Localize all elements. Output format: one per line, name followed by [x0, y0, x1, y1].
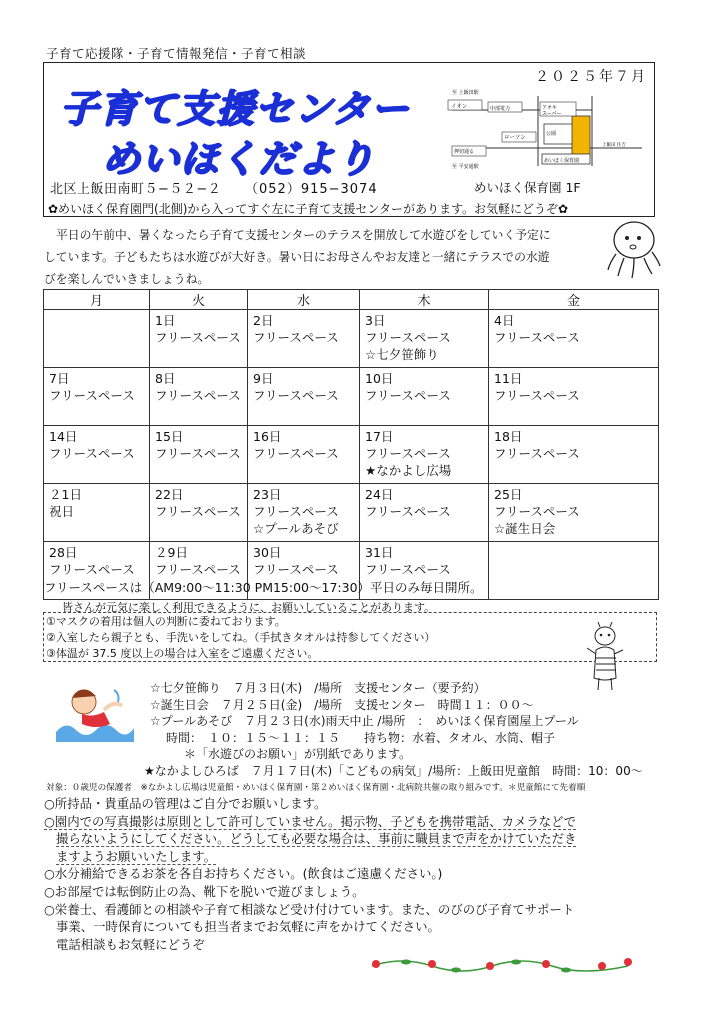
- calendar-cell: 1日 フリースペース: [150, 310, 248, 368]
- intro-line: 平日の午前中、暑くなったら子育て支援センターのテラスを開放して水遊びをしていく予定に: [56, 228, 551, 242]
- calendar-cell: 11日 フリースペース: [489, 368, 659, 426]
- location-notice: ✿めいほく保育園門(北側)から入ってすぐ左に子育て支援センターがあります。お気軽にどうぞ✿: [48, 202, 569, 216]
- calendar-week: [44, 310, 659, 368]
- header-thu: 木: [360, 290, 489, 310]
- calendar-cell: ２9日 フリースペース: [150, 542, 248, 600]
- calendar-cell: 3日 フリースペース ☆七夕笹飾り: [360, 310, 489, 368]
- calendar-cell: 14日 フリースペース: [44, 426, 150, 484]
- calendar-cell: 7日 フリースペース: [44, 368, 150, 426]
- map-label-heian: 至 平安通駅: [452, 164, 479, 170]
- calendar-cell: 22日 フリースペース: [150, 484, 248, 542]
- events-list: [144, 680, 643, 779]
- address: 北区上飯田南町５−５２−２: [50, 182, 222, 197]
- event-pool-time: 時間： １０：１５〜１１：１５ 持ち物：水着、タオル、水筒、帽子: [166, 730, 556, 745]
- calendar-cell: 15日 フリースペース: [150, 426, 248, 484]
- rules-box: [43, 612, 657, 662]
- svg-text:スーパー: スーパー: [542, 111, 562, 117]
- calendar-cell: 25日 フリースペース ☆誕生日会: [489, 484, 659, 542]
- calendar-cell: 9日 フリースペース: [248, 368, 360, 426]
- note-item: ○水分補給できるお茶を各自お持ちください。(飲食はご遠慮ください。): [44, 866, 443, 882]
- flower-vine-decoration: [366, 950, 636, 980]
- note-item: 電話相談もお気軽にどうぞ: [56, 936, 205, 952]
- calendar-table: [43, 289, 659, 600]
- calendar-cell: 23日 フリースペース ☆プールあそび: [248, 484, 360, 542]
- calendar-cell: [44, 310, 150, 368]
- map-label-park: 公園: [546, 131, 557, 137]
- calendar-cell: 18日 フリースペース: [489, 426, 659, 484]
- request-intro: 皆さんが元気に楽しく利用できるように、お願いしていることがあります。: [62, 601, 436, 614]
- octopus-illustration: [604, 218, 662, 282]
- note-item: ○所持品・貴重品の管理はご自分でお願いします。: [44, 796, 327, 811]
- phone-number: （052）915−3074: [245, 182, 378, 197]
- event-birthday: ☆誕生日会 ７月２５日(金) /場所 支援センター 時間１１：００〜: [150, 697, 534, 712]
- header-fri: 金: [489, 290, 659, 310]
- page-title: 子育て支援センター: [60, 87, 410, 131]
- note-item: ○栄養士、看護師との相談や子育て相談など受け付けています。また、のびのび子育てサポート: [44, 901, 575, 917]
- rule-item: ③体温が 37.5 度以上の場合は入室をご遠慮ください。: [46, 647, 319, 660]
- event-pool: ☆プールあそび ７月２３日(水)雨天中止 /場所 ： めいほく保育園屋上プール: [150, 714, 579, 728]
- notes-list: [44, 795, 694, 953]
- rule-item: ②入室したら親子とも、手洗いをしてね。（手拭きタオルは持参してください）: [46, 631, 436, 644]
- map-label-aoki: アオキ: [542, 105, 557, 111]
- note-item: ますようお願いいたします。: [56, 848, 217, 864]
- calendar-week: [44, 368, 659, 426]
- calendar-cell: [489, 542, 659, 600]
- map-label-lawson: ローソン: [504, 135, 526, 141]
- calendar-cell: 2日 フリースペース: [248, 310, 360, 368]
- map-label-sumiyoshi: 上飯田 住吉: [602, 143, 626, 148]
- note-item: 事業、一時保育についても担当者までお気軽に声をかけてください。: [56, 919, 440, 935]
- calendar-cell: ２1日 祝日: [44, 484, 150, 542]
- note-item: 撮らないようにしてください。どうしても必要な場合は、事前に職員まで声をかけていただき: [56, 831, 577, 847]
- header-mon: 月: [44, 290, 150, 310]
- nursery-name: めいほく保育園 1F: [474, 180, 581, 195]
- calendar-cell: 17日 フリースペース ★なかよし広場: [360, 426, 489, 484]
- calendar-header-row: [44, 290, 659, 310]
- calendar-cell: 24日 フリースペース: [360, 484, 489, 542]
- intro-line: びを楽しんでいきましょうね。: [44, 272, 210, 286]
- nursery-building: [572, 116, 590, 158]
- event-pool-note: ＊「水遊びのお願い」が別紙であります。: [184, 747, 412, 761]
- map-label-kamiiida: 至 上飯田駅: [452, 90, 479, 96]
- header-tue: 火: [150, 290, 248, 310]
- map-label-street: 押切通る: [454, 149, 475, 155]
- calendar-cell: 30日 フリースペース: [248, 542, 360, 600]
- header-wed: 水: [248, 290, 360, 310]
- rule-item: ①マスクの着用は個人の判断に委ねております。: [46, 615, 286, 628]
- free-space-hours: フリースペースは（AM9:00〜11:30 PM15:00〜17:30）平日のみ毎日開所。: [44, 580, 483, 595]
- calendar-cell: 28日 フリースペース: [44, 542, 150, 600]
- intro-paragraph: [44, 224, 600, 290]
- event-tanabata: ☆七夕笹飾り ７月３日(木) /場所 支援センター（要予約）: [150, 681, 486, 695]
- tagline: 子育て応援隊・子育て情報発信・子育て相談: [46, 46, 307, 61]
- note-item: ○園内での写真撮影は原則として許可していません。掲示物、子どもを携帯電話、カメラなどで: [44, 813, 576, 829]
- location-map: [442, 88, 652, 170]
- note-item: ○お部屋では転倒防止の為、靴下を脱いで遊びましょう。: [44, 883, 365, 899]
- calendar-cell: 8日 フリースペース: [150, 368, 248, 426]
- page-subtitle: めいほくだより: [102, 137, 376, 181]
- issue-date: ２０２５年７月: [535, 69, 647, 85]
- calendar-cell: 10日 フリースペース: [360, 368, 489, 426]
- target-note: 対象：０歳児の保護者 ※なかよし広場は児童館・めいほく保育園・第２めいほく保育園・北病院共催の取り組みです。＊児童館にて先着順: [46, 783, 586, 793]
- calendar-week: [44, 484, 659, 542]
- calendar-cell: 4日 フリースペース: [489, 310, 659, 368]
- swimming-child-illustration: [54, 680, 136, 748]
- map-label-aeon: イオン: [451, 104, 468, 110]
- map-label-chubu: 中部電力: [490, 106, 511, 112]
- event-nakayoshi: ★なかよしひろば ７月１７日(木)「こどもの病気」/場所：上飯田児童館 時間：10：00〜: [144, 763, 643, 778]
- intro-line: しています。子どもたちは水遊びが大好き。暑い日にお母さんやお友達と一緒にテラスでの水遊: [44, 250, 550, 264]
- calendar-week: [44, 426, 659, 484]
- calendar-cell: 16日 フリースペース: [248, 426, 360, 484]
- map-label-nursery: めいほく保育園: [544, 158, 580, 164]
- calendar-cell: 31日 フリースペース: [360, 542, 489, 600]
